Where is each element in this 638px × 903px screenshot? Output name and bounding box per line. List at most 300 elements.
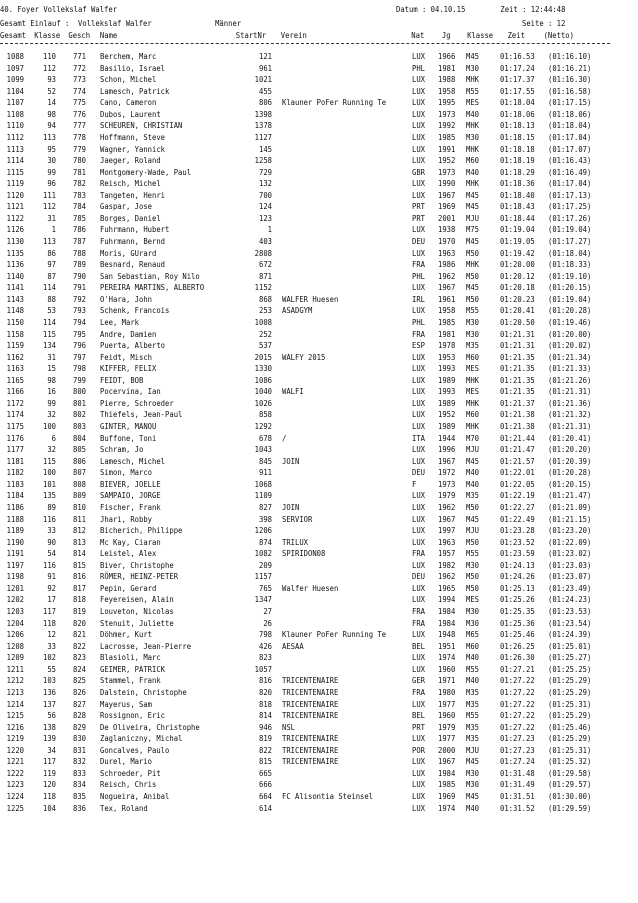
- nationality: IRL: [412, 294, 426, 304]
- table-row: [0, 120, 638, 132]
- age-class: MHK: [466, 422, 480, 431]
- birth-year: 1978: [438, 341, 456, 351]
- age-class: MHK: [466, 398, 480, 408]
- finish-time: 01:18.44: [500, 213, 535, 223]
- start-number: 26: [263, 618, 272, 628]
- table-row: [0, 560, 638, 572]
- birth-year: 1977: [438, 734, 456, 744]
- start-number: 1068: [254, 479, 272, 489]
- table-row: [0, 629, 638, 641]
- runner-name: Döhmer, Kurt: [100, 630, 153, 640]
- finish-time: 01:25.46: [500, 630, 535, 640]
- age-class: M35: [466, 722, 480, 732]
- overall-rank: 1202: [6, 595, 25, 605]
- start-number: 961: [258, 63, 272, 73]
- start-number: 1206: [254, 526, 272, 536]
- gender-rank: 806: [72, 456, 86, 466]
- finish-time: 01:18.29: [500, 167, 535, 177]
- net-time: (01:20.00): [548, 329, 592, 339]
- gender-rank: 797: [72, 352, 86, 362]
- birth-year: 1989: [438, 398, 456, 408]
- table-row: [0, 421, 638, 433]
- runner-name: Tex, Roland: [100, 803, 148, 813]
- class-rank: 31: [47, 213, 56, 223]
- class-rank: 6: [51, 433, 56, 443]
- age-class: M60: [466, 641, 480, 651]
- start-number: 1021: [254, 75, 272, 85]
- finish-time: 01:20.50: [500, 317, 535, 327]
- nationality: LUX: [412, 630, 426, 640]
- table-row: [0, 525, 638, 537]
- net-time: (01:18.04): [548, 121, 592, 131]
- gender-rank: 807: [72, 468, 86, 478]
- overall-rank: 1148: [6, 306, 25, 316]
- overall-rank: 1221: [6, 757, 25, 767]
- age-class: MJU: [466, 745, 480, 755]
- overall-rank: 1140: [6, 271, 25, 281]
- start-number: 1008: [254, 317, 272, 327]
- class-rank: 103: [42, 676, 56, 686]
- birth-year: 1969: [438, 792, 456, 801]
- runner-name: Schon, Michel: [100, 75, 157, 85]
- class-rank: 53: [47, 306, 56, 316]
- finish-time: 01:27.22: [500, 722, 535, 732]
- finish-time: 01:31.49: [500, 780, 535, 790]
- finish-time: 01:26.25: [500, 641, 535, 651]
- class-rank: 104: [42, 803, 56, 813]
- finish-time: 01:21.31: [500, 329, 535, 339]
- start-number: 2015: [254, 352, 272, 362]
- nationality: LUX: [412, 537, 426, 547]
- gender-rank: 815: [72, 560, 86, 570]
- gender-rank: 803: [72, 422, 86, 431]
- age-class: MES: [466, 364, 480, 374]
- finish-time: 01:23.59: [500, 549, 535, 559]
- nationality: LUX: [412, 190, 426, 200]
- finish-time: 01:18.06: [500, 109, 535, 119]
- table-row: [0, 132, 638, 144]
- class-rank: 31: [47, 352, 56, 362]
- start-number: 868: [258, 294, 272, 304]
- table-row: [0, 375, 638, 387]
- birth-year: 1967: [438, 456, 456, 466]
- overall-rank: 1120: [6, 190, 25, 200]
- net-time: (01:18.33): [548, 260, 592, 270]
- start-number: 1127: [254, 132, 272, 142]
- runner-name: Berchem, Marc: [100, 52, 157, 61]
- gender-rank: 816: [72, 572, 86, 582]
- birth-year: 1984: [438, 618, 456, 628]
- start-number: 816: [258, 676, 272, 686]
- start-number: 818: [258, 699, 272, 709]
- finish-time: 01:22.05: [500, 479, 535, 489]
- table-row: [0, 248, 638, 260]
- birth-year: 1984: [438, 607, 456, 616]
- gender-rank: 829: [72, 722, 86, 732]
- club-name: TRICENTENAIRE: [282, 711, 339, 721]
- nationality: FRA: [412, 687, 426, 697]
- start-number: 1378: [254, 121, 272, 131]
- table-row: [0, 398, 638, 410]
- start-number: 123: [258, 213, 272, 223]
- runner-name: Tangeten, Henri: [100, 190, 166, 200]
- net-time: (01:17.25): [548, 202, 592, 212]
- table-row: [0, 803, 638, 815]
- start-number: 132: [258, 179, 272, 189]
- birth-year: 1988: [438, 75, 456, 85]
- start-number: 858: [258, 410, 272, 420]
- class-rank: 88: [47, 294, 56, 304]
- runner-name: Puerta, Alberto: [100, 341, 166, 351]
- net-time: (01:21.36): [548, 398, 592, 408]
- finish-time: 01:22.27: [500, 502, 535, 512]
- birth-year: 1981: [438, 329, 456, 339]
- gender-rank: 808: [72, 479, 86, 489]
- birth-year: 1948: [438, 630, 456, 640]
- gender-rank: 776: [72, 109, 86, 119]
- runner-name: Basilio, Israel: [100, 63, 166, 73]
- start-number: 253: [258, 306, 272, 316]
- table-row: [0, 259, 638, 271]
- finish-time: 01:31.52: [500, 803, 535, 813]
- runner-name: Lamesch, Patrick: [100, 86, 170, 96]
- age-class: M35: [466, 341, 480, 351]
- runner-name: Nogueira, Anibal: [100, 792, 170, 801]
- results-table: [0, 51, 638, 814]
- class-rank: 86: [47, 248, 56, 258]
- finish-time: 01:24.13: [500, 560, 535, 570]
- overall-rank: 1203: [6, 607, 25, 616]
- nationality: DEU: [412, 237, 426, 246]
- finish-time: 01:18.04: [500, 98, 535, 108]
- class-rank: 15: [47, 364, 56, 374]
- table-row: [0, 167, 638, 179]
- nationality: LUX: [412, 375, 426, 385]
- overall-rank: 1184: [6, 491, 25, 501]
- nationality: LUX: [412, 422, 426, 431]
- finish-time: 01:19.42: [500, 248, 535, 258]
- overall-rank: 1197: [6, 560, 25, 570]
- age-class: MHK: [466, 144, 480, 154]
- class-rank: 33: [47, 641, 56, 651]
- class-rank: 115: [42, 329, 56, 339]
- birth-year: 1984: [438, 768, 456, 778]
- class-rank: 17: [47, 595, 56, 605]
- class-rank: 91: [47, 572, 56, 582]
- age-class: M65: [466, 630, 480, 640]
- net-time: (01:25.01): [548, 641, 592, 651]
- table-row: [0, 756, 638, 768]
- gender-rank: 825: [72, 676, 86, 686]
- birth-year: 1980: [438, 687, 456, 697]
- table-row: [0, 282, 638, 294]
- class-rank: 114: [42, 283, 56, 293]
- birth-year: 1990: [438, 179, 456, 189]
- col-verein: Verein: [280, 31, 307, 40]
- age-class: M45: [466, 456, 480, 466]
- nationality: LUX: [412, 595, 426, 605]
- overall-rank: 1110: [6, 121, 25, 131]
- finish-time: 01:27.22: [500, 711, 535, 721]
- overall-rank: 1175: [6, 422, 25, 431]
- gender-rank: 799: [72, 375, 86, 385]
- overall-rank: 1191: [6, 549, 25, 559]
- nationality: LUX: [412, 445, 426, 455]
- birth-year: 1967: [438, 514, 456, 524]
- runner-name: GINTER, MANOU: [100, 422, 157, 431]
- gender-rank: 810: [72, 502, 86, 512]
- gender-rank: 781: [72, 167, 86, 177]
- gender-rank: 793: [72, 306, 86, 316]
- nationality: LUX: [412, 352, 426, 362]
- nationality: ITA: [412, 433, 426, 443]
- gender-rank: 804: [72, 433, 86, 443]
- gender-rank: 801: [72, 398, 86, 408]
- runner-name: Zaglaniczny, Michal: [100, 734, 183, 744]
- birth-year: 1982: [438, 560, 456, 570]
- start-number: 1152: [254, 283, 272, 293]
- nationality: LUX: [412, 306, 426, 316]
- runner-name: Biver, Christophe: [100, 560, 174, 570]
- runner-name: Blasioli, Marc: [100, 653, 161, 663]
- gender-rank: 780: [72, 156, 86, 166]
- class-rank: 116: [42, 560, 56, 570]
- col-klasse: Klasse: [34, 31, 61, 40]
- runner-name: FEIDT, BOB: [100, 375, 144, 385]
- club-name: JOIN: [282, 456, 300, 466]
- age-class: MHK: [466, 260, 480, 270]
- net-time: (01:25.25): [548, 664, 592, 674]
- age-class: MHK: [466, 75, 480, 85]
- nationality: BEL: [412, 711, 426, 721]
- finish-time: 01:18.13: [500, 121, 535, 131]
- class-rank: 116: [42, 514, 56, 524]
- gender-rank: 828: [72, 711, 86, 721]
- table-row: [0, 190, 638, 202]
- col-name: Name: [99, 31, 118, 40]
- overall-rank: 1186: [6, 502, 25, 512]
- overall-rank: 1208: [6, 641, 25, 651]
- birth-year: 1996: [438, 445, 456, 455]
- birth-year: 1967: [438, 190, 456, 200]
- runner-name: Stenuit, Juliette: [100, 618, 174, 628]
- runner-name: Reisch, Michel: [100, 179, 161, 189]
- nationality: FRA: [412, 607, 426, 616]
- net-time: (01:25.29): [548, 676, 592, 686]
- finish-time: 01:21.57: [500, 456, 535, 466]
- gender-rank: 823: [72, 653, 86, 663]
- finish-time: 01:17.24: [500, 63, 535, 73]
- finish-time: 01:21.44: [500, 433, 535, 443]
- class-rank: 100: [42, 468, 56, 478]
- start-number: 1347: [254, 595, 272, 605]
- table-row: [0, 675, 638, 687]
- class-rank: 98: [47, 375, 56, 385]
- class-rank: 16: [47, 387, 56, 397]
- finish-time: 01:24.26: [500, 572, 535, 582]
- net-time: (01:20.28): [548, 468, 592, 478]
- nationality: LUX: [412, 98, 426, 108]
- nationality: POR: [412, 745, 426, 755]
- finish-time: 01:25.36: [500, 618, 535, 628]
- runner-name: Goncalves, Paulo: [100, 745, 170, 755]
- start-number: 537: [258, 341, 272, 351]
- age-class: MHK: [466, 375, 480, 385]
- net-time: (01:16.10): [548, 52, 592, 61]
- overall-rank: 1189: [6, 526, 25, 536]
- table-row: [0, 537, 638, 549]
- nationality: LUX: [412, 410, 426, 420]
- runner-name: De Oliveira, Christophe: [100, 722, 200, 732]
- start-number: 398: [258, 514, 272, 524]
- birth-year: 1962: [438, 572, 456, 582]
- runner-name: Leistel, Alex: [100, 549, 157, 559]
- age-class: M50: [466, 248, 480, 258]
- runner-name: Dubos, Laurent: [100, 109, 161, 119]
- birth-year: 1985: [438, 780, 456, 790]
- nationality: FRA: [412, 618, 426, 628]
- birth-year: 1953: [438, 352, 456, 362]
- birth-year: 1985: [438, 317, 456, 327]
- birth-year: 1977: [438, 699, 456, 709]
- overall-rank: 1224: [6, 792, 25, 801]
- runner-name: Hoffmann, Steve: [100, 132, 166, 142]
- birth-year: 1973: [438, 479, 456, 489]
- birth-year: 1995: [438, 98, 456, 108]
- birth-year: 1981: [438, 63, 456, 73]
- start-number: 700: [258, 190, 272, 200]
- finish-time: 01:20.18: [500, 283, 535, 293]
- runner-name: PEREIRA MARTINS, ALBERTO: [100, 283, 205, 293]
- start-number: 614: [258, 803, 272, 813]
- gender-rank: 771: [72, 52, 86, 61]
- nationality: LUX: [412, 757, 426, 767]
- start-number: 845: [258, 456, 272, 466]
- age-class: MJU: [466, 213, 480, 223]
- finish-time: 01:19.05: [500, 237, 535, 246]
- gender-rank: 784: [72, 202, 86, 212]
- club-name: TRILUX: [282, 537, 309, 547]
- nationality: LUX: [412, 792, 426, 801]
- overall-rank: 1166: [6, 387, 25, 397]
- runner-name: Bicherich, Philippe: [100, 526, 183, 536]
- age-class: M60: [466, 352, 480, 362]
- class-rank: 93: [47, 75, 56, 85]
- table-row: [0, 502, 638, 514]
- net-time: (01:17.27): [548, 237, 592, 246]
- age-class: MES: [466, 98, 480, 108]
- gender-rank: 796: [72, 341, 86, 351]
- gender-rank: 817: [72, 583, 86, 593]
- overall-rank: 1112: [6, 132, 25, 142]
- table-row: [0, 594, 638, 606]
- gender-rank: 791: [72, 283, 86, 293]
- finish-time: 01:21.37: [500, 398, 535, 408]
- start-number: 822: [258, 745, 272, 755]
- table-row: [0, 433, 638, 445]
- overall-rank: 1119: [6, 179, 25, 189]
- finish-time: 01:18.15: [500, 132, 535, 142]
- net-time: (01:21.32): [548, 410, 592, 420]
- birth-year: 1963: [438, 248, 456, 258]
- net-time: (01:16.49): [548, 167, 592, 177]
- net-time: (01:17.26): [548, 213, 592, 223]
- birth-year: 1989: [438, 422, 456, 431]
- finish-time: 01:25.13: [500, 583, 535, 593]
- nationality: LUX: [412, 664, 426, 674]
- gender-rank: 822: [72, 641, 86, 651]
- nationality: LUX: [412, 225, 426, 235]
- net-time: (01:19.04): [548, 225, 592, 235]
- table-row: [0, 664, 638, 676]
- start-number: 1330: [254, 364, 272, 374]
- finish-time: 01:21.35: [500, 375, 535, 385]
- class-rank: 112: [42, 202, 56, 212]
- class-rank: 12: [47, 630, 56, 640]
- runner-name: Pepin, Gerard: [100, 583, 157, 593]
- col-startnr: StartNr: [235, 31, 267, 40]
- finish-time: 01:18.36: [500, 179, 535, 189]
- overall-rank: 1209: [6, 653, 25, 663]
- nationality: PRT: [412, 213, 426, 223]
- overall-rank: 1215: [6, 711, 25, 721]
- finish-time: 01:20.12: [500, 271, 535, 281]
- class-rank: 87: [47, 271, 56, 281]
- finish-time: 01:20.23: [500, 294, 535, 304]
- start-number: 145: [258, 144, 272, 154]
- club-name: Klauner PoFer Running Te: [282, 98, 387, 108]
- table-row: [0, 768, 638, 780]
- nationality: FRA: [412, 329, 426, 339]
- runner-name: SCHEUREN, CHRISTIAN: [100, 121, 183, 131]
- net-time: (01:16.30): [548, 75, 592, 85]
- col-netto: (Netto): [543, 31, 574, 40]
- start-number: 665: [258, 768, 272, 778]
- club-name: WALFER Huesen: [282, 294, 339, 304]
- overall-rank: 1099: [6, 75, 25, 85]
- finish-time: 01:22.01: [500, 468, 535, 478]
- overall-rank: 1130: [6, 237, 25, 246]
- nationality: DEU: [412, 572, 426, 582]
- start-number: 403: [258, 237, 272, 246]
- runner-name: Moris, GUrard: [100, 248, 157, 258]
- overall-rank: 1219: [6, 734, 25, 744]
- age-class: MES: [466, 595, 480, 605]
- finish-time: 01:27.23: [500, 745, 535, 755]
- class-rank: 119: [42, 768, 56, 778]
- birth-year: 1971: [438, 676, 456, 686]
- net-time: (01:20.39): [548, 456, 592, 466]
- nationality: LUX: [412, 283, 426, 293]
- finish-time: 01:21.35: [500, 364, 535, 374]
- overall-rank: 1159: [6, 341, 25, 351]
- table-row: [0, 178, 638, 190]
- club-name: WALFY 2015: [282, 352, 326, 362]
- table-row: [0, 514, 638, 526]
- classification-label: Gesamt Einlauf : Vollekslaf Walfer: [0, 19, 152, 28]
- class-rank: 112: [42, 63, 56, 73]
- start-number: 678: [258, 433, 272, 443]
- nationality: LUX: [412, 398, 426, 408]
- overall-rank: 1097: [6, 63, 25, 73]
- birth-year: 1997: [438, 526, 456, 536]
- overall-rank: 1163: [6, 364, 25, 374]
- class-rank: 30: [47, 156, 56, 166]
- age-class: MJU: [466, 445, 480, 455]
- overall-rank: 1183: [6, 479, 25, 489]
- age-class: M70: [466, 433, 480, 443]
- nationality: LUX: [412, 456, 426, 466]
